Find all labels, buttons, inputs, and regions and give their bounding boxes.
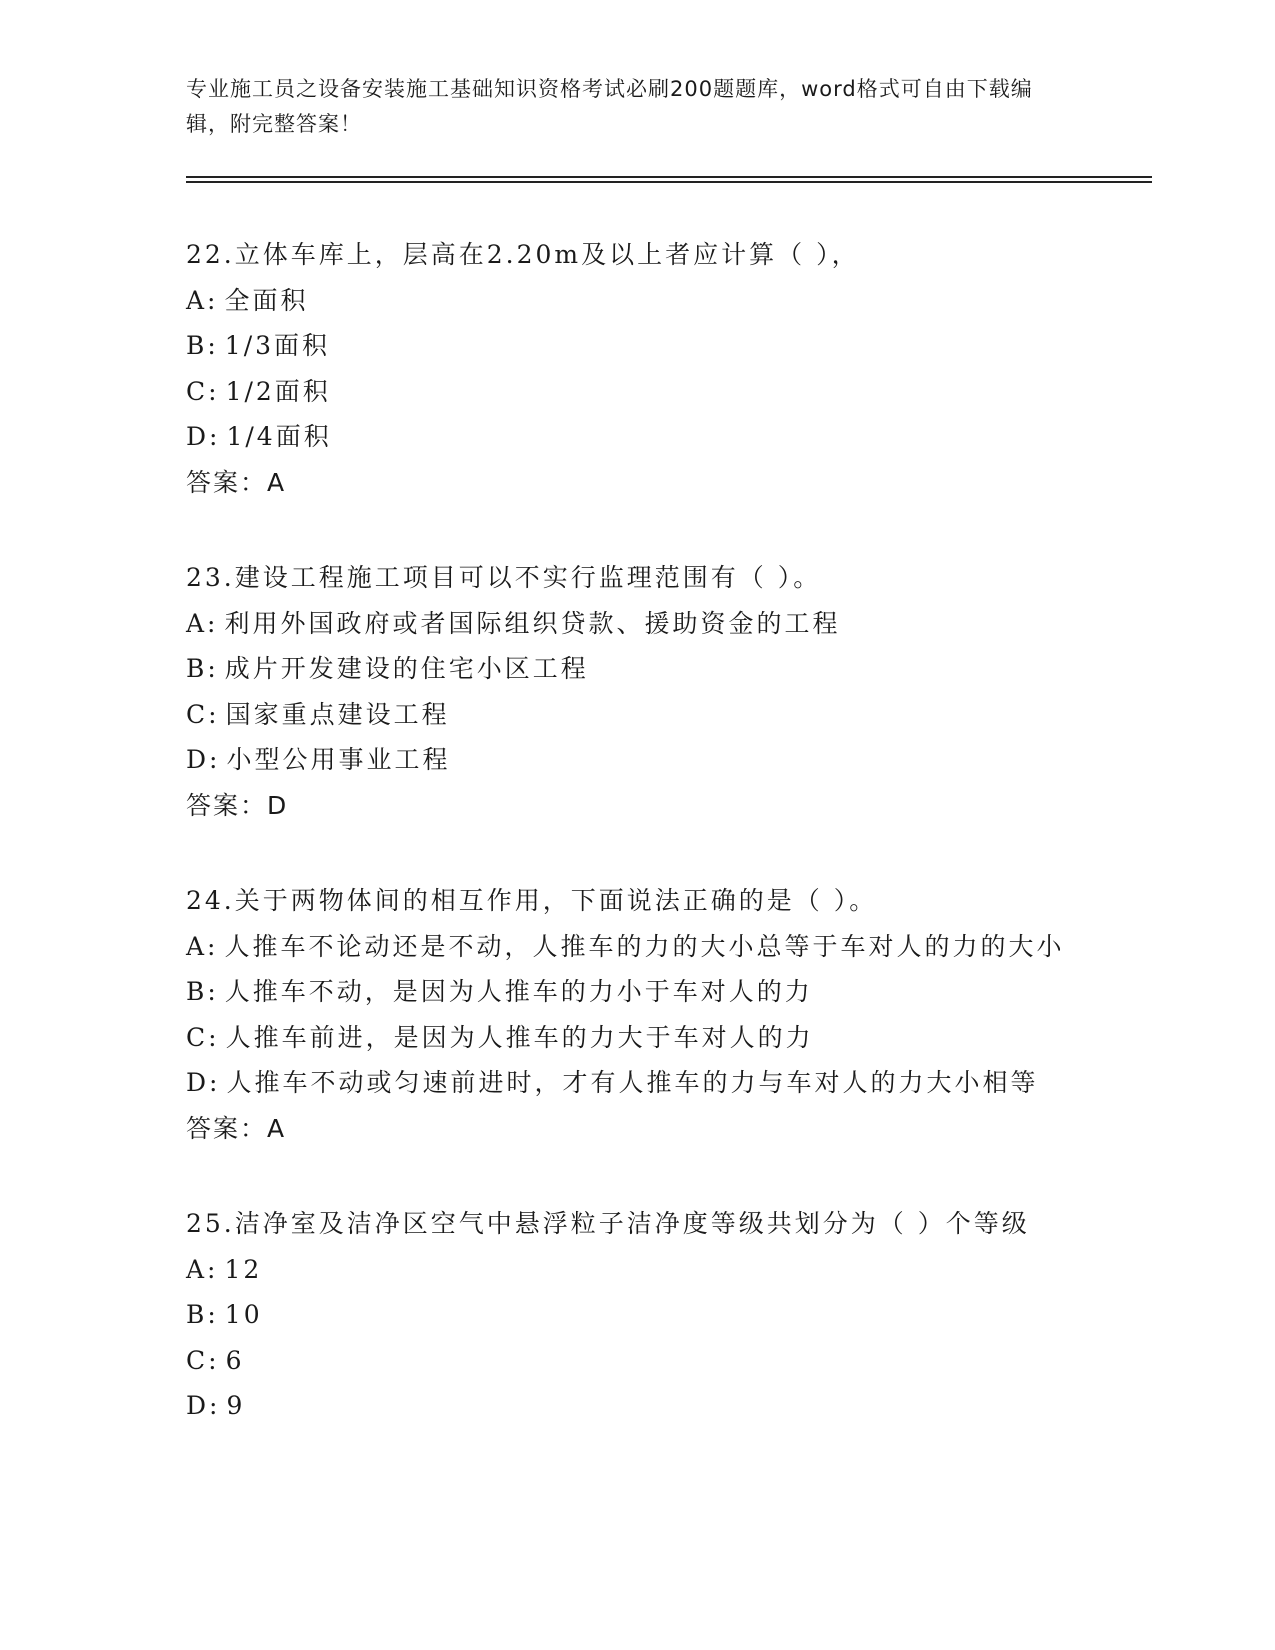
option-label: D: (186, 745, 221, 774)
option-text: 国家重点建设工程 (225, 699, 450, 729)
option-label: B: (186, 331, 219, 360)
document-title: 专业施工员之设备安装施工基础知识资格考试必刷200题题库，word格式可自由下载编辑，附完整答案！ (186, 77, 1033, 136)
option-label: C: (186, 699, 220, 729)
option-label: C: (186, 376, 220, 406)
option-c (186, 1015, 1186, 1061)
question-22 (186, 232, 1186, 505)
option-label: D: (186, 1068, 221, 1097)
option-a (186, 601, 1186, 647)
answer-line: 答案：D (186, 790, 289, 820)
option-label: A: (186, 285, 219, 315)
question-list (186, 232, 1186, 1479)
option-text: 9 (226, 1391, 246, 1420)
question-stem (186, 1201, 1186, 1247)
option-text: 10 (224, 1300, 263, 1329)
question-text: 建设工程施工项目可以不实行监理范围有（ ）。 (234, 563, 822, 592)
option-a (186, 924, 1066, 970)
option-text: 利用外国政府或者国际组织贷款、援助资金的工程 (224, 608, 841, 638)
option-b (186, 969, 1186, 1015)
option-text: 人推车前进，是因为人推车的力大于车对人的力 (225, 1022, 814, 1052)
option-text: 全面积 (224, 285, 309, 315)
option-a (186, 1247, 1186, 1293)
question-number: 24. (186, 886, 235, 915)
option-text: 人推车不动或匀速前进时，才有人推车的力与车对人的力大小相等 (226, 1068, 1039, 1097)
question-24 (186, 878, 1186, 1151)
answer-line: 答案：A (186, 467, 287, 497)
option-label: D: (186, 422, 221, 451)
question-text: 关于两物体间的相互作用，下面说法正确的是（ ）。 (234, 886, 878, 915)
answer-line: 答案：A (186, 1113, 287, 1143)
option-b (186, 1292, 1186, 1338)
option-text: 人推车不论动还是不动，人推车的力的大小总等于车对人的力的大小 (224, 931, 1065, 961)
question-23 (186, 555, 1186, 828)
option-a (186, 278, 1186, 324)
option-c (186, 369, 1186, 415)
option-d (186, 1383, 1186, 1429)
document-header (186, 72, 1066, 142)
option-text: 1/4面积 (226, 422, 332, 451)
question-25 (186, 1201, 1186, 1429)
option-c (186, 1338, 1186, 1384)
question-stem (186, 878, 1186, 924)
option-label: B: (186, 977, 219, 1006)
option-label: A: (186, 1254, 219, 1284)
option-label: C: (186, 1022, 220, 1052)
question-stem (186, 232, 1186, 278)
option-text: 成片开发建设的住宅小区工程 (224, 654, 589, 683)
option-text: 1/2面积 (225, 376, 331, 406)
question-number: 25. (186, 1209, 235, 1238)
question-number: 22. (186, 240, 235, 269)
header-divider-bottom (186, 181, 1152, 183)
option-text: 1/3面积 (224, 331, 331, 360)
option-b (186, 646, 1186, 692)
option-label: C: (186, 1345, 220, 1375)
option-label: B: (186, 654, 219, 683)
question-number: 23. (186, 563, 235, 592)
option-text: 人推车不动，是因为人推车的力小于车对人的力 (224, 977, 813, 1006)
question-text: 立体车库上，层高在2.20m及以上者应计算（ ）， (234, 240, 860, 269)
option-d (186, 1060, 1186, 1106)
option-label: B: (186, 1300, 219, 1329)
option-c (186, 692, 1186, 738)
option-label: A: (186, 931, 219, 961)
option-text: 小型公用事业工程 (226, 745, 451, 774)
option-d (186, 414, 1186, 460)
option-text: 12 (224, 1254, 263, 1284)
option-label: D: (186, 1391, 221, 1420)
option-b (186, 323, 1186, 369)
header-divider-top (186, 176, 1152, 178)
option-text: 6 (225, 1345, 245, 1375)
option-d (186, 737, 1186, 783)
question-text: 洁净室及洁净区空气中悬浮粒子洁净度等级共划分为（ ）个等级 (234, 1209, 1030, 1238)
question-stem (186, 555, 1186, 601)
option-label: A: (186, 608, 219, 638)
